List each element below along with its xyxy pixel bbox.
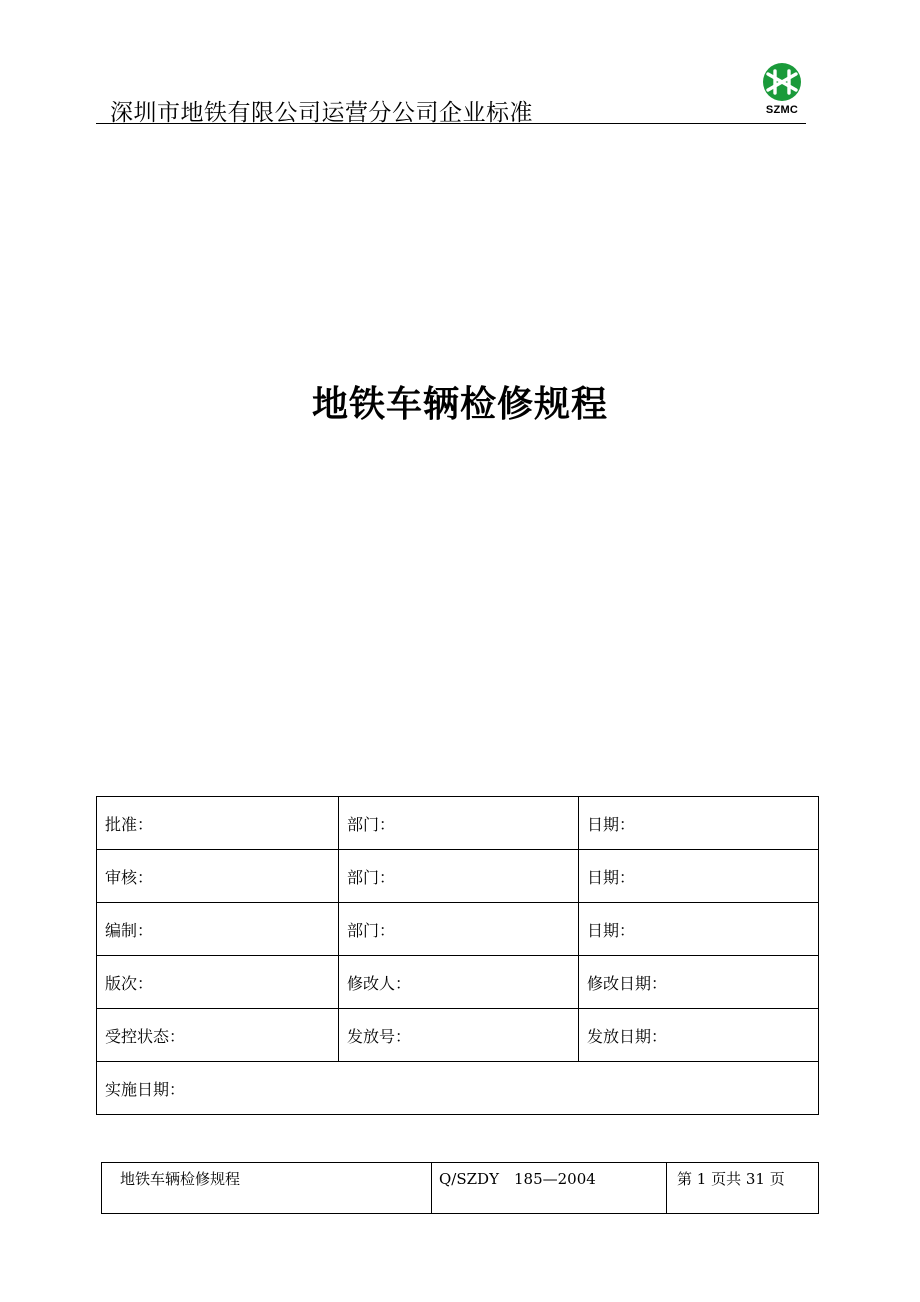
approved-by-cell: 批准：	[97, 797, 339, 850]
effective-date-cell: 实施日期：	[97, 1062, 819, 1115]
szmc-metro-logo-icon	[755, 62, 809, 104]
approval-table	[96, 796, 819, 1115]
reviewed-by-cell: 审核：	[97, 850, 339, 903]
control-status-cell: 受控状态：	[97, 1009, 339, 1062]
department-cell: 部门：	[339, 903, 579, 956]
compiled-by-cell: 编制：	[97, 903, 339, 956]
table-row	[102, 1163, 819, 1214]
table-row	[97, 850, 819, 903]
table-row	[97, 903, 819, 956]
table-row	[97, 1062, 819, 1115]
footer-page-info: 第 1 页共 31 页	[667, 1163, 819, 1214]
date-cell: 日期：	[579, 903, 819, 956]
page-footer	[101, 1162, 819, 1214]
footer-doc-code: Q/SZDY 185—2004	[432, 1163, 667, 1214]
table-row	[97, 956, 819, 1009]
modification-date-cell: 修改日期：	[579, 956, 819, 1009]
edition-cell: 版次：	[97, 956, 339, 1009]
distribution-number-cell: 发放号：	[339, 1009, 579, 1062]
date-cell: 日期：	[579, 850, 819, 903]
document-title: 地铁车辆检修规程	[311, 384, 608, 425]
department-cell: 部门：	[339, 850, 579, 903]
company-standard-heading: 深圳市地铁有限公司运营分公司企业标准	[110, 100, 533, 126]
modifier-cell: 修改人：	[339, 956, 579, 1009]
distribution-date-cell: 发放日期：	[579, 1009, 819, 1062]
department-cell: 部门：	[339, 797, 579, 850]
table-row	[97, 1009, 819, 1062]
date-cell: 日期：	[579, 797, 819, 850]
table-row	[97, 797, 819, 850]
header-divider	[96, 123, 806, 124]
szmc-logo	[755, 62, 809, 120]
logo-text: SZMC	[765, 104, 799, 116]
footer-doc-name: 地铁车辆检修规程	[102, 1163, 432, 1214]
